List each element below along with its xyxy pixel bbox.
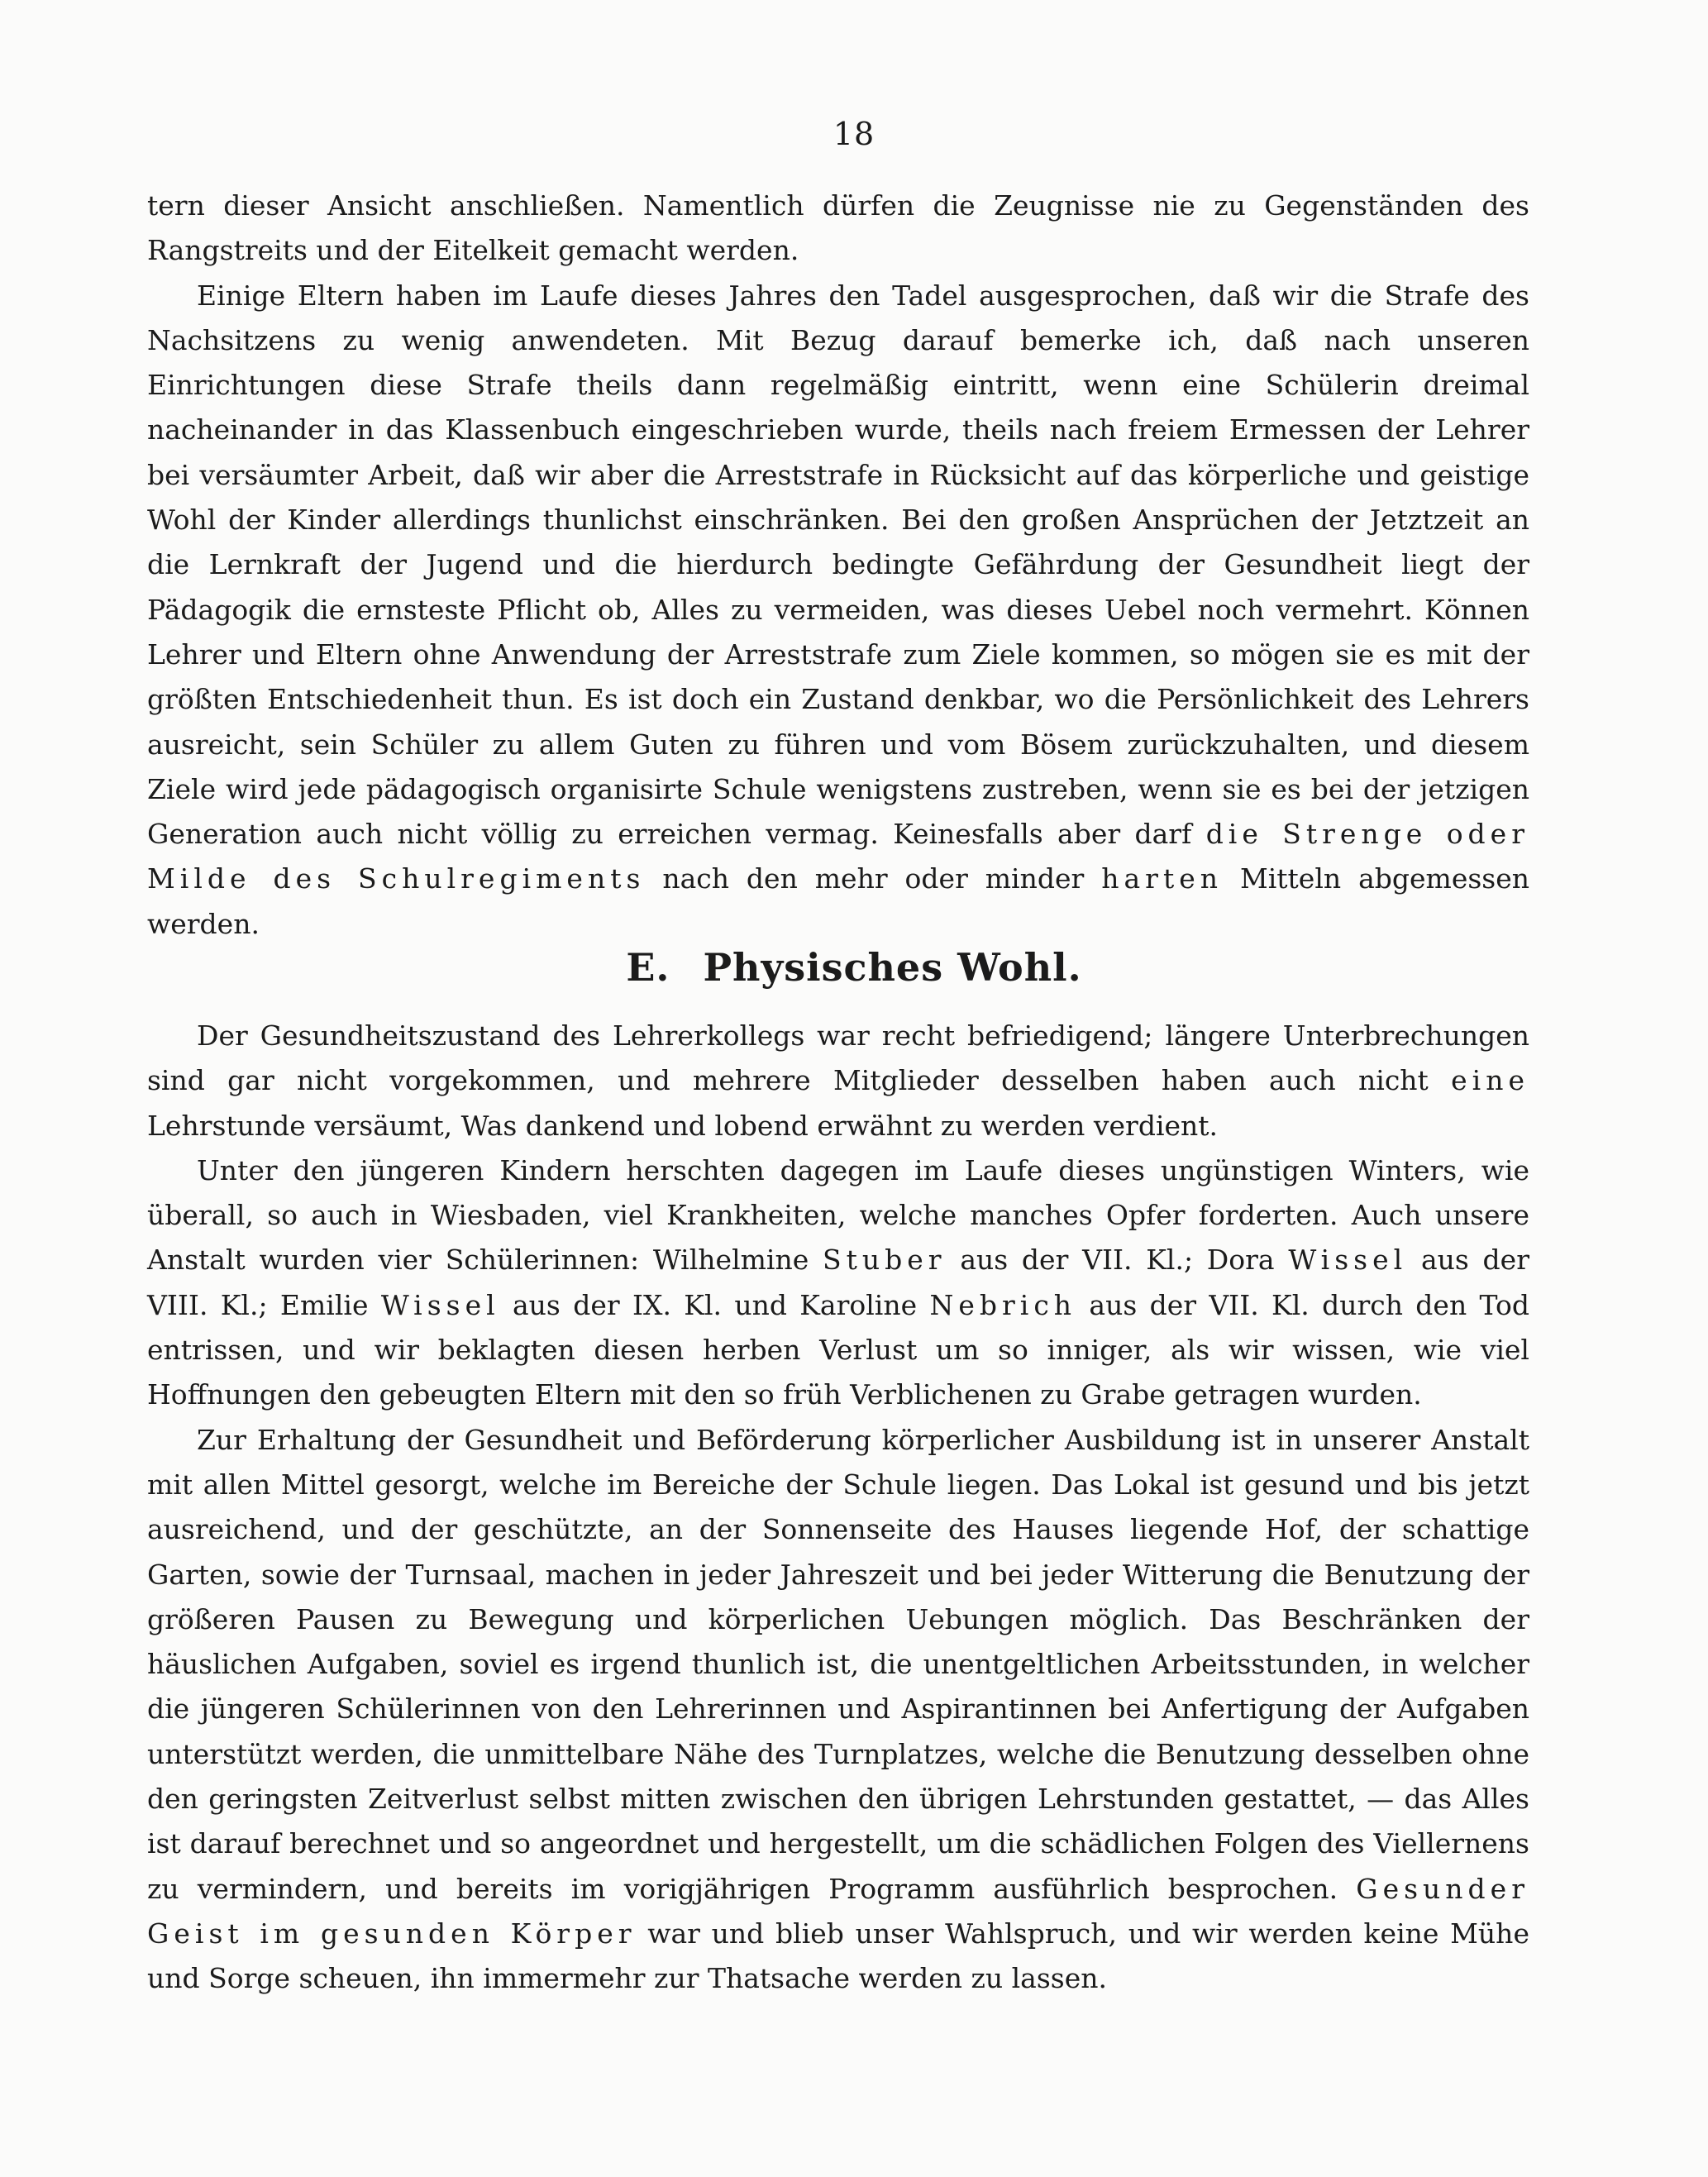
section-e-text	[147, 1014, 1529, 2002]
paragraph-d2-text-b: nach den mehr oder minder	[662, 862, 1085, 895]
paragraph-e1	[147, 1014, 1529, 1148]
paragraph-d1	[147, 184, 1529, 274]
paragraph-e2-text-a: Unter den jüngeren Kindern herschten dagegen im Laufe dieses ungünstigen Winters, wie überall, so auch in Wiesbaden, viel Krankheiten, welche manches Opfer forderten. Auch unsere Anstalt wurden vier Schülerinnen: Wilhelmine	[147, 1153, 1529, 1277]
paragraph-e3-text-b: war und blieb unser Wahlspruch, und wir werden keine Mühe und Sorge scheuen, ihn immermehr zur Thatsache werden zu lassen.	[147, 1917, 1529, 1995]
paragraph-e2-text-c: aus der VIII. Kl.; Emilie	[147, 1244, 1529, 1321]
paragraph-e2-text-e: aus der VII. Kl. durch den Tod entrissen, und wir beklagten diesen herben Verlust um so inniger, als wir wissen, wie viel Hoffnungen den gebeugten Eltern mit den so früh Verblichenen zu Grabe getragen wurden.	[147, 1288, 1529, 1411]
paragraph-d2-text-a: Einige Eltern haben im Laufe dieses Jahres den Tadel ausgesprochen, daß wir die Strafe des Nachsitzens zu wenig anwendeten. Mit Bezug darauf bemerke ich, daß nach unseren Einrichtungen diese Strafe theils dann regelmäßig eintritt, wenn eine Schülerin dreimal nacheinander in das Klassenbuch eingeschrieben wurde, theils nach freiem Ermessen der Lehrer bei versäumter Arbeit, daß wir aber die Arreststrafe in Rücksicht auf das körperliche und geistige Wohl der Kinder allerdings thunlichst einschränken. Bei den großen Ansprüchen der Jetztzeit an die Lernkraft der Jugend und die hierdurch bedingte Gefährdung der Gesundheit liegt der Pädagogik die ernsteste Pflicht ob, Alles zu vermeiden, was dieses Uebel noch vermehrt. Können Lehrer und Eltern ohne Anwendung der Arreststrafe zum Ziele kommen, so mögen sie es mit der größten Entschiedenheit thun. Es ist doch ein Zustand denkbar, wo die Persönlichkeit des Lehrers ausreicht, sein Schüler zu allem Guten zu führen und vom Bösem zurückzuhalten, und diesem Ziele wird jede pädagogisch organisirte Schule wenigstens zustreben, wenn sie es bei der jetzigen Generation auch nicht völlig zu erreichen vermag. Keinesfalls aber darf	[147, 279, 1529, 851]
paragraph-d2-emphasis-2: harten	[1101, 862, 1223, 895]
paragraph-d2	[147, 274, 1529, 947]
section-title: Physisches Wohl.	[703, 945, 1082, 990]
paragraph-e3-motto: Gesunder Geist im gesunden Körper	[147, 1872, 1529, 1950]
student-name-4: Nebrich	[929, 1288, 1077, 1321]
paragraph-d2-text-c: Mitteln abgemessen werden.	[147, 862, 1529, 940]
paragraph-e2-text-d: aus der IX. Kl. und Karoline	[513, 1288, 918, 1321]
paragraph-e3-text-a: Zur Erhaltung der Gesundheit und Beförderung körperlicher Ausbildung ist in unserer Anstalt mit allen Mittel gesorgt, welche im Bereiche der Schule liegen. Das Lokal ist gesund und bis jetzt ausreichend, und der geschützte, an der Sonnenseite des Hauses liegende Hof, der schattige Garten, sowie der Turnsaal, machen in jeder Jahreszeit und bei jeder Witterung die Benutzung der größeren Pausen zu Bewegung und körperlichen Uebungen möglich. Das Beschränken der häuslichen Aufgaben, soviel es irgend thunlich ist, die unentgeltlichen Arbeitsstunden, in welcher die jüngeren Schülerinnen von den Lehrerinnen und Aspirantinnen bei Anfertigung der Aufgaben unterstützt werden, die unmittelbare Nähe des Turnplatzes, welche die Benutzung desselben ohne den geringsten Zeitverlust selbst mitten zwischen den übrigen Lehrstunden gestattet, — das Alles ist darauf berechnet und so angeordnet und hergestellt, um die schädlichen Folgen des Viellernens zu vermindern, und bereits im vorigjährigen Programm ausführlich besprochen.	[147, 1423, 1529, 1905]
section-d-text	[147, 184, 1529, 947]
student-name-2: Wissel	[1288, 1244, 1408, 1277]
paragraph-d1-text: tern dieser Ansicht anschließen. Namentlich dürfen die Zeugnisse nie zu Gegenständen des Rangstreits und der Eitelkeit gemacht werden.	[147, 189, 1529, 267]
paragraph-e2	[147, 1148, 1529, 1418]
paragraph-e1-text-a: Der Gesundheitszustand des Lehrerkollegs war recht befriedigend; längere Unterbrechungen sind gar nicht vorgekommen, und mehrere Mitglieder desselben haben auch nicht	[147, 1019, 1529, 1097]
paragraph-e2-text-b: aus der VII. Kl.; Dora	[960, 1244, 1275, 1277]
paragraph-e3	[147, 1418, 1529, 2002]
section-heading	[0, 943, 1708, 992]
student-name-3: Wissel	[380, 1288, 500, 1321]
section-letter: E.	[626, 945, 670, 990]
paragraph-e1-text-b: Lehrstunde versäumt, Was dankend und lobend erwähnt zu werden verdient.	[147, 1109, 1219, 1142]
paragraph-d2-emphasis: die Strenge oder Milde des Schulregiments	[147, 818, 1529, 895]
student-name-1: Stuber	[823, 1244, 947, 1277]
page-number: 18	[833, 116, 875, 152]
paragraph-e1-emphasis: eine	[1451, 1064, 1529, 1097]
